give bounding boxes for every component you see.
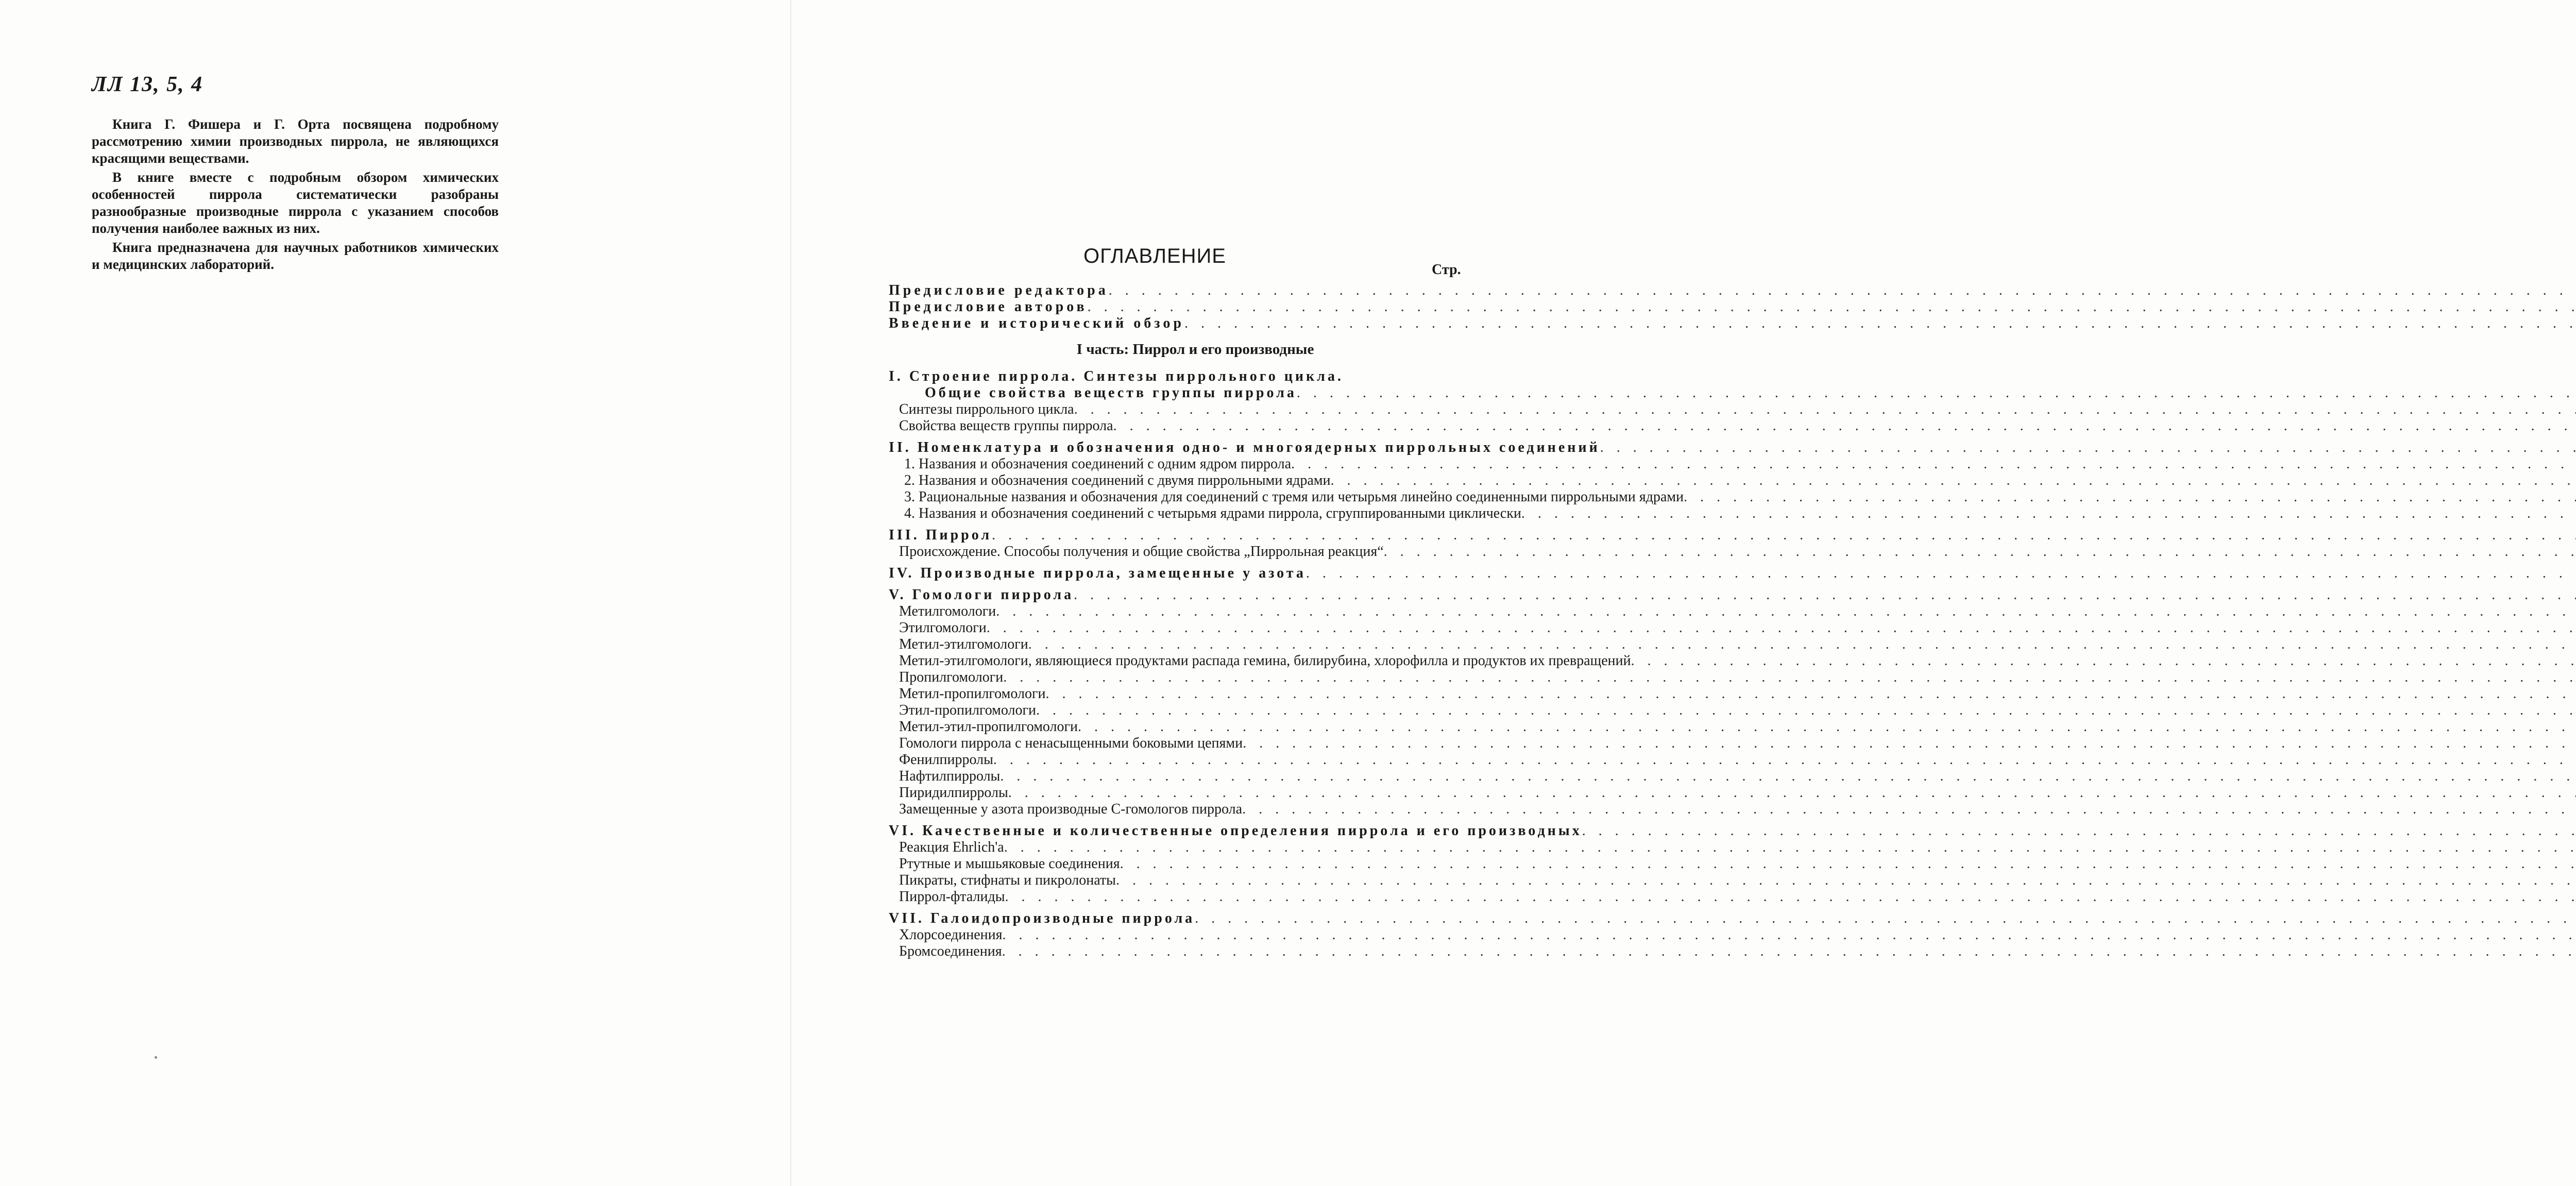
toc-subentry <box>889 418 1502 434</box>
toc-entry-label: IV. Производные пиррола, замещенные у азота <box>889 565 1306 581</box>
chapter-heading <box>889 385 1502 401</box>
toc-subentry <box>889 401 1502 418</box>
leader-dots <box>1074 401 2576 418</box>
leader-dots <box>1600 439 2576 456</box>
toc-subentry <box>889 839 1502 856</box>
toc-subentry <box>889 636 1502 653</box>
toc-entry-label: 2. Названия и обозначения соединений с двумя пиррольными ядрами <box>904 472 1331 488</box>
toc-subentry <box>889 686 1502 702</box>
toc-subentry <box>889 472 1502 489</box>
toc-subentry <box>889 489 1684 505</box>
leader-dots <box>1306 565 2576 582</box>
chapter-list <box>889 368 1684 960</box>
chapter-heading <box>889 439 1600 456</box>
leader-dots <box>1684 489 2576 505</box>
spacer <box>889 560 1502 565</box>
leader-dots <box>1243 735 2576 752</box>
toc-entry-label: Этил-пропилгомологи <box>899 702 1036 718</box>
chapter-heading <box>889 527 1502 544</box>
annotation-paragraph: Книга Г. Фишера и Г. Орта посвящена подробному рассмотрению химии производных пиррола, не являющихся красящими веществами. <box>92 116 499 166</box>
annotation-paragraph: Книга предназначена для научных работников химических и медицинских лабораторий. <box>92 240 499 272</box>
leader-dots <box>1109 282 2576 299</box>
toc-subentry <box>889 669 1502 686</box>
leader-dots <box>1521 505 2576 522</box>
leader-dots <box>1000 768 2576 785</box>
spacer <box>889 582 1502 587</box>
toc-subentry <box>889 768 1502 785</box>
leader-dots <box>1113 418 2576 434</box>
toc-subentry <box>889 927 1502 943</box>
speck <box>155 1056 157 1059</box>
page-column-label: Стр. <box>1432 262 1461 278</box>
leader-dots <box>1088 299 2576 315</box>
right-page <box>791 0 1684 1186</box>
leader-dots <box>1116 872 2576 889</box>
toc-entry-label: 3. Рациональные названия и обозначения для соединений с тремя или четырьмя линейно соединенными пиррольными ядрами <box>904 489 1684 505</box>
toc-entry-label: VII. Галоидопроизводные пиррола <box>889 910 1195 926</box>
toc-entry-label: Свойства веществ группы пиррола <box>899 418 1113 434</box>
toc-entry-label: Гомологи пиррола с ненасыщенными боковыми цепями <box>899 735 1243 751</box>
toc-subentry <box>889 943 1502 960</box>
toc-entry-label: Нафтилпирролы <box>899 768 1001 784</box>
toc-entry-label: Пропилгомологи <box>899 669 1004 685</box>
leader-dots <box>1184 315 2576 332</box>
spacer <box>889 905 1502 910</box>
leader-dots <box>1242 801 2576 818</box>
toc-subentry <box>889 735 1502 752</box>
toc-entry-label: Пиррол-фталиды <box>899 889 1005 905</box>
toc-entry-label: Пиридилпирролы <box>899 785 1008 801</box>
toc-subentry <box>889 620 1502 636</box>
leader-dots <box>1330 472 2576 489</box>
toc-entry-label: Замещенные у азота производные С-гомологов пиррола <box>899 801 1243 817</box>
leader-dots <box>1036 702 2576 719</box>
leader-dots <box>1291 456 2576 472</box>
toc-entry-label: Хлорсоединения <box>899 927 1003 943</box>
toc-subentry <box>889 702 1502 719</box>
leader-dots <box>1002 943 2576 960</box>
toc-entry-label: II. Номенклатура и обозначения одно- и многоядерных пиррольных соединений <box>889 439 1600 455</box>
chapter-heading <box>889 823 1582 839</box>
toc-entry-label: Бромсоединения <box>899 943 1002 959</box>
chapter-heading <box>889 587 1502 603</box>
toc-subentry <box>889 544 1502 560</box>
toc-subentry <box>889 456 1502 472</box>
toc-subentry <box>889 801 1502 818</box>
leader-dots <box>1120 856 2576 872</box>
toc-entry-label: Общие свойства веществ группы пиррола <box>925 385 1297 401</box>
toc-subentry <box>889 856 1502 872</box>
leader-dots <box>987 620 2576 636</box>
toc-subentry <box>889 889 1502 905</box>
front-matter-entry <box>889 282 1502 299</box>
toc-entry-label: Синтезы пиррольного цикла <box>899 401 1074 417</box>
toc-subentry <box>889 872 1502 889</box>
leader-dots <box>1582 823 2576 839</box>
spacer <box>889 818 1502 823</box>
toc-subentry <box>889 505 1521 522</box>
toc-entry-label: Введение и исторический обзор <box>889 315 1184 331</box>
book-annotation <box>92 116 499 275</box>
toc-entry-label: Происхождение. Способы получения и общие свойства „Пиррольная реакция“ <box>899 544 1384 560</box>
leader-dots <box>1005 889 2576 905</box>
toc-entry-label: Предисловие редактора <box>889 282 1109 298</box>
left-page <box>0 0 791 1186</box>
toc-entry-label: Метил-этилгомологи, являющиеся продуктами распада гемина, билирубина, хлорофилла и продуктов их превращений <box>899 653 1631 669</box>
udk-code: ЛЛ 13, 5, 4 <box>92 73 204 96</box>
front-matter-entry <box>889 315 1502 332</box>
toc-entry-label: Метил-этилгомологи <box>899 636 1028 652</box>
leader-dots <box>993 752 2576 768</box>
leader-dots <box>1631 653 2576 669</box>
leader-dots <box>1045 686 2576 702</box>
toc-entry-label: 1. Названия и обозначения соединений с одним ядром пиррола <box>904 456 1292 472</box>
leader-dots <box>1004 839 2576 856</box>
toc-entry-label: V. Гомологи пиррола <box>889 587 1074 603</box>
toc-subentry <box>889 752 1502 768</box>
spacer <box>889 434 1502 439</box>
leader-dots <box>1384 544 2576 560</box>
leader-dots <box>1008 785 2576 801</box>
toc-subentry <box>889 719 1502 735</box>
leader-dots <box>1297 385 2576 401</box>
front-matter-list <box>889 282 1502 332</box>
chapter-heading <box>889 368 1502 385</box>
leader-dots <box>1078 719 2576 735</box>
toc-title: ОГЛАВЛЕНИЕ <box>1083 245 1226 267</box>
chapter-heading <box>889 910 1502 927</box>
toc-entry-label: Фенилпирролы <box>899 752 993 768</box>
leader-dots <box>1028 636 2576 653</box>
toc-subentry <box>889 603 1502 620</box>
toc-entry-label: Пикраты, стифнаты и пикролонаты <box>899 872 1116 888</box>
front-matter-entry <box>889 299 1502 315</box>
toc-subentry <box>889 653 1631 669</box>
leader-dots <box>1195 910 2576 927</box>
annotation-paragraph: В книге вместе с подробным обзором химических особенностей пиррола систематически разобраны разнообразные производные пиррола с указанием способов получения наиболее важных из них. <box>92 170 499 236</box>
toc-entry-label: 4. Названия и обозначения соединений с четырьмя ядрами пиррола, сгруппированными циклически <box>904 505 1521 521</box>
part-title: I часть: Пиррол и его производные <box>1076 341 1314 358</box>
spacer <box>889 522 1502 527</box>
leader-dots <box>996 603 2576 620</box>
chapter-heading <box>889 565 1502 582</box>
toc-entry-label: Метил-пропилгомологи <box>899 686 1046 702</box>
table-of-contents <box>889 282 1684 960</box>
toc-entry-label: III. Пиррол <box>889 527 992 543</box>
toc-subentry <box>889 785 1502 801</box>
toc-entry-label: Метилгомологи <box>899 603 996 619</box>
leader-dots <box>1003 927 2576 943</box>
leader-dots <box>1074 587 2576 603</box>
leader-dots <box>992 527 2576 544</box>
toc-entry-label: Предисловие авторов <box>889 299 1088 315</box>
toc-entry-label: Этилгомологи <box>899 620 987 636</box>
leader-dots <box>1003 669 2576 686</box>
toc-entry-label: VI. Качественные и количественные определения пиррола и его производных <box>889 823 1582 839</box>
toc-entry-label: I. Строение пиррола. Синтезы пиррольного цикла. <box>889 368 1344 384</box>
toc-entry-label: Реакция Ehrlich'а <box>899 839 1004 855</box>
toc-entry-label: Метил-этил-пропилгомологи <box>899 719 1078 735</box>
toc-entry-label: Ртутные и мышьяковые соединения <box>899 856 1120 872</box>
